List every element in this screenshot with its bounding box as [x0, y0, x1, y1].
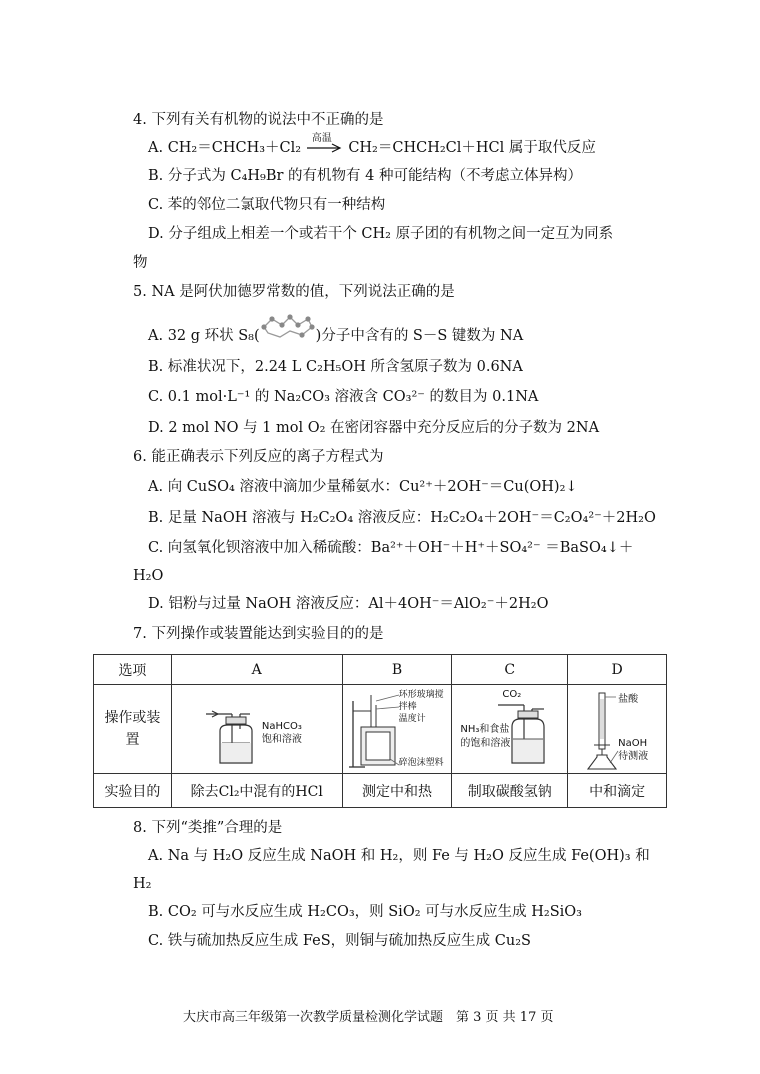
apparatus-c-cell [452, 685, 568, 774]
header-cell: B [342, 655, 452, 685]
reaction-arrow [306, 133, 344, 155]
q4-option-d-line1: D. 分子组成上相差一个或若干个 CH₂ 原子团的有机物之间一定互为同系 [148, 226, 614, 242]
apparatus-b-label [399, 689, 452, 725]
q4-a-products: CH₂＝CHCH₂Cl＋HCl 属于取代反应 [348, 140, 596, 156]
q4-a-reactants: A. CH₂＝CHCH₃＋Cl₂ [148, 140, 302, 156]
q7-stem: 7. 下列操作或装置能达到实验目的的是 [133, 626, 384, 642]
label-line: NaHCO₃ [261, 721, 302, 732]
q6-option-d: D. 铝粉与过量 NaOH 溶液反应：Al＋4OH⁻＝AlO₂⁻＋2H₂O [148, 596, 549, 612]
goal-cell: 测定中和热 [342, 774, 452, 808]
q5-a-post: )分子中含有的 S－S 键数为 NA [315, 328, 524, 344]
apparatus-c-label [460, 723, 510, 751]
apparatus-b-label-bottom: 碎泡沫塑料 [398, 758, 444, 768]
q6-option-c-line2: H₂O [133, 568, 164, 584]
goal-cell: 制取碳酸氢钠 [452, 774, 568, 808]
table-goal-row [94, 774, 667, 808]
apparatus-d-cell [568, 685, 667, 774]
header-cell: D [568, 655, 667, 685]
q6-option-c-line1: C. 向氢氧化钡溶液中加入稀硫酸：Ba²⁺＋OH⁻＋H⁺＋SO₄²⁻ ＝BaSO₄↓＋ [148, 540, 634, 556]
experiment-table [93, 654, 667, 808]
q5-stem: 5. NA 是阿伏加德罗常数的值，下列说法正确的是 [133, 284, 455, 300]
label-line: NaOH [618, 738, 648, 749]
q5-option-d: D. 2 mol NO 与 1 mol O₂ 在密闭容器中充分反应后的分子数为 2NA [148, 420, 600, 436]
q8-option-c: C. 铁与硫加热反应生成 FeS，则铜与硫加热反应生成 Cu₂S [148, 933, 531, 949]
row-label: 操作或装置 [94, 685, 172, 774]
q8-option-a-line2: H₂ [133, 876, 152, 892]
q5-a-pre: A. 32 g 环状 S₈( [148, 328, 260, 344]
table-apparatus-row [94, 685, 667, 774]
label-line: 待测液 [618, 751, 649, 762]
goal-cell: 中和滴定 [568, 774, 667, 808]
table-header-row [94, 655, 667, 685]
s8-ring-molecule-icon [260, 313, 316, 341]
apparatus-c-gas-label: CO₂ [502, 689, 522, 700]
q8-stem: 8. 下列“类推”合理的是 [133, 820, 283, 836]
apparatus-b-cell [342, 685, 452, 774]
reaction-condition: 高温 [311, 133, 332, 144]
apparatus-d-acid-label: 盐酸 [618, 694, 639, 705]
goal-cell: 除去Cl₂中混有的HCl [171, 774, 342, 808]
header-cell: A [171, 655, 342, 685]
q5-option-a [148, 326, 523, 346]
q8-option-b: B. CO₂ 可与水反应生成 H₂CO₃，则 SiO₂ 可与水反应生成 H₂SiO₃ [148, 904, 582, 920]
q6-stem: 6. 能正确表示下列反应的离子方程式为 [133, 449, 384, 465]
apparatus-a-label [262, 720, 302, 746]
page-footer: 大庆市高三年级第一次教学质量检测化学试题 第 3 页 共 17 页 [183, 1010, 554, 1025]
label-line: 的饱和溶液 [460, 738, 511, 749]
q6-option-b: B. 足量 NaOH 溶液与 H₂C₂O₄ 溶液反应：H₂C₂O₄＋2OH⁻＝C₂O₄²⁻＋2H₂O [148, 510, 656, 526]
q4-option-c: C. 苯的邻位二氯取代物只有一种结构 [148, 197, 386, 213]
apparatus-d-label [618, 737, 648, 763]
q8-option-a-line1: A. Na 与 H₂O 反应生成 NaOH 和 H₂，则 Fe 与 H₂O 反应生成 Fe(OH)₃ 和 [148, 848, 650, 864]
q4-option-b: B. 分子式为 C₄H₉Br 的有机物有 4 种可能结构（不考虑立体异构） [148, 168, 582, 184]
label-line: 环形玻璃搅拌棒 [398, 690, 444, 712]
label-line: 温度计 [398, 714, 426, 724]
label-line: NH₃和食盐 [460, 724, 510, 735]
apparatus-a-cell [171, 685, 342, 774]
header-cell: 选项 [94, 655, 172, 685]
q5-option-b: B. 标准状况下，2.24 L C₂H₅OH 所含氢原子数为 0.6NA [148, 359, 523, 375]
q4-option-d-line2: 物 [133, 255, 148, 271]
label-line: 饱和溶液 [261, 734, 302, 745]
row-label: 实验目的 [94, 774, 172, 808]
q6-option-a: A. 向 CuSO₄ 溶液中滴加少量稀氨水：Cu²⁺＋2OH⁻＝Cu(OH)₂↓ [148, 479, 578, 495]
header-cell: C [452, 655, 568, 685]
gas-washing-bottle-icon [172, 685, 343, 773]
q5-option-c: C. 0.1 mol·L⁻¹ 的 Na₂CO₃ 溶液含 CO₃²⁻ 的数目为 0.1NA [148, 389, 539, 405]
q4-stem: 4. 下列有关有机物的说法中不正确的是 [133, 112, 384, 128]
q4-option-a [148, 133, 596, 158]
